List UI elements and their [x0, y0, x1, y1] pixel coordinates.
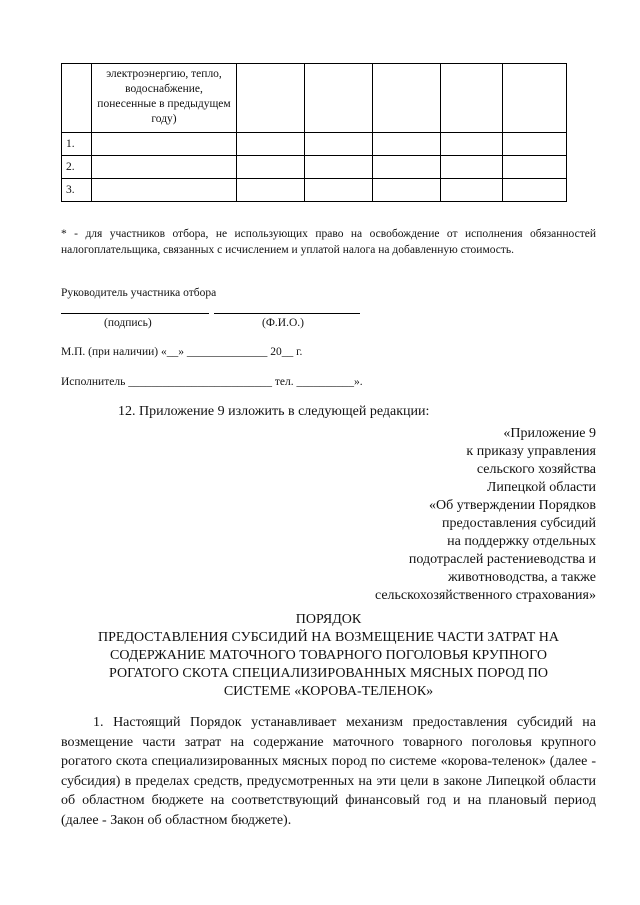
- table-cell: [62, 64, 92, 133]
- title-line: ПОРЯДОК: [295, 612, 362, 627]
- row-number: 3.: [62, 179, 92, 202]
- stamp-date-line: М.П. (при наличии) «__» ______________ 20__ г.: [61, 346, 303, 358]
- annex-line: животноводства, а также: [447, 570, 596, 585]
- table-cell: [373, 64, 441, 133]
- title-line: СОДЕРЖАНИЕ МАТОЧНОГО ТОВАРНОГО ПОГОЛОВЬЯ КРУПНОГО: [110, 648, 547, 663]
- table-cell: [237, 133, 305, 156]
- head-label: Руководитель участника отбора: [61, 287, 217, 299]
- table-header-row: [62, 64, 567, 133]
- footnote: * - для участников отбора, не использующих право на освобождение от исполнения обязанностей налогоплательщика, связанных с исчислением и уплатой налога на добавленную стоимость.: [61, 228, 596, 256]
- annex-line: на поддержку отдельных: [447, 534, 596, 549]
- paragraph-1: 1. Настоящий Порядок устанавливает механизм предоставления субсидий на возмещение части затрат на содержание маточного товарного поголовья крупного рогатого скота специализированных мясных пород по системе «корова-теленок» (далее - субсидия) в пределах средств, предусмотренных на эти цели в законе Липецкой области об областном бюджете на соответствующий финансовый год и на плановый период (далее - Закон об областном бюджете).: [61, 715, 596, 828]
- table-cell: [373, 179, 441, 202]
- table-row: [62, 156, 567, 179]
- signature-line: [61, 313, 209, 314]
- table-cell: [441, 156, 503, 179]
- table-cell: [92, 156, 237, 179]
- table-cell: [305, 156, 373, 179]
- item-12: 12. Приложение 9 изложить в следующей редакции:: [118, 404, 430, 419]
- row-number: 2.: [62, 156, 92, 179]
- table-cell: [237, 156, 305, 179]
- table-cell: [441, 133, 503, 156]
- annex-line: «Приложение 9: [503, 426, 596, 441]
- title-line: СИСТЕМЕ «КОРОВА-ТЕЛЕНОК»: [223, 684, 434, 699]
- annex-line: сельского хозяйства: [476, 462, 596, 477]
- row-number: 1.: [62, 133, 92, 156]
- table-row: [62, 133, 567, 156]
- table-cell: [503, 133, 567, 156]
- signature-caption: (подпись): [104, 317, 152, 329]
- table-header-description: электроэнергию, тепло, водоснабжение, понесенные в предыдущем году): [92, 64, 237, 133]
- name-caption: (Ф.И.О.): [262, 317, 304, 329]
- table-cell: [503, 64, 567, 133]
- title-line: ПРЕДОСТАВЛЕНИЯ СУБСИДИЙ НА ВОЗМЕЩЕНИЕ ЧАСТИ ЗАТРАТ НА: [98, 630, 559, 645]
- table-cell: [441, 64, 503, 133]
- table-cell: [441, 179, 503, 202]
- annex-line: Липецкой области: [486, 480, 596, 495]
- table-cell: [305, 64, 373, 133]
- table-cell: [503, 179, 567, 202]
- table-cell: [237, 64, 305, 133]
- table-cell: [92, 179, 237, 202]
- table-cell: [373, 156, 441, 179]
- document-title: [61, 611, 596, 701]
- annex-line: подотраслей растениеводства и: [408, 552, 596, 567]
- table-cell: [237, 179, 305, 202]
- expense-table: [61, 63, 567, 202]
- executor-line: Исполнитель _________________________ тел. __________».: [61, 376, 363, 388]
- annex-line: к приказу управления: [466, 444, 596, 459]
- title-line: РОГАТОГО СКОТА СПЕЦИАЛИЗИРОВАННЫХ МЯСНЫХ ПОРОД ПО: [109, 666, 548, 681]
- table-cell: [305, 179, 373, 202]
- annex-header: [276, 425, 596, 605]
- annex-line: предоставления субсидий: [441, 516, 596, 531]
- table-cell: [305, 133, 373, 156]
- table-cell: [503, 156, 567, 179]
- table-cell: [373, 133, 441, 156]
- annex-line: «Об утверждении Порядков: [429, 498, 596, 513]
- table-row: [62, 179, 567, 202]
- name-line: [214, 313, 360, 314]
- annex-line: сельскохозяйственного страхования»: [374, 588, 596, 603]
- table-cell: [92, 133, 237, 156]
